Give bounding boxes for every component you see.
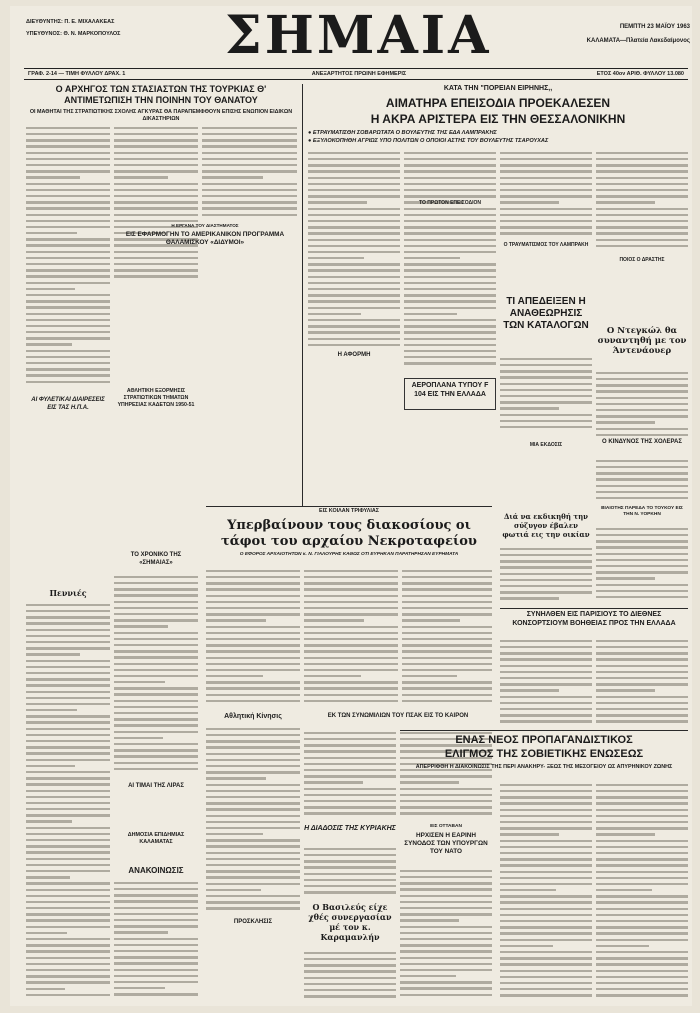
usa-program-headline: ΕΙΣ ΕΦΑΡΜΟΓΗΝ ΤΟ ΑΜΕΡΙΚΑΝΙΚΟΝ ΠΡΟΓΡΑΜΜΑ ΘΑΛΑΜΙΣΚΟΥ «ΔΙΔΥΜΟΙ» [125,231,285,246]
rule [206,506,492,507]
thessaloniki-headline-1: ΑΙΜΑΤΗΡΑ ΕΠΕΙΣΟΔΙΑ ΠΡΟΕΚΑΛΕΣΕΝ [385,96,611,110]
rule [500,608,688,609]
prices-headline: ΑΙ ΤΙΜΑΙ ΤΗΣ ΛΙΡΑΣ [128,783,184,789]
masthead-credits [26,16,206,40]
director-line: ΔΙΕΥΘΥΝΤΗΣ: Π. Ε. ΜΙΧΑΛΑΚΕΑΣ [26,19,115,25]
chronicle-headline: ΤΟ ΧΡΟΝΙΚΟ ΤΗΣ «ΣΗΜΑΙΑΣ» [130,552,182,566]
violence-title: ΒΙΑΙΟΤΗΣ ΠΑΡΕΔΑ ΤΟ ΤΟΥΚΟΥ ΕΙΣ ΤΗΝ Ν. ΥΟΡΚΗΝ [601,506,683,517]
usa-small: Η ΕΡΓΑΝΑ ΤΟΥ ΔΙΑΣΤΗΜΑΤΟΣ [171,223,239,228]
rule [400,730,688,731]
aforismi-title: Η ΑΦΟΡΜΗ [337,352,371,358]
soviet-headline-2: ΕΛΙΓΜΟΣ ΤΗΣ ΣΟΒΙΕΤΙΚΗΣ ΕΝΩΣΕΩΣ [444,748,644,760]
wounded-title: Ο ΤΡΑΥΜΑΤΙΣΜΟΣ ΤΟΥ ΛΑΜΠΡΑΚΗ [503,242,589,248]
nekrotafeio-headline: Υπερβαίνουν τους διακοσίους οι τάφοι του αρχαίου Νεκροταφείου [221,518,477,549]
dimosia-headline: ΔΗΜΟΣΙΑ ΕΠΙΔΗΜΙΑΣ ΚΑΛΑΜΑΤΑΣ [127,832,185,845]
thessaloniki-sub-2: ● ΕΞΥΛΟΚΟΠΗΘΗ ΑΓΡΙΩΣ ΥΠΟ ΠΟΛΙΤΩΝ Ο ΟΠΟΙΟΙ ΑΣΤΗΣ ΤΟΥ ΒΟΥΛΕΥΤΗΣ ΤΣΑΡΟΥΧΑΣ [308,138,549,144]
diadosis-headline: Η ΔΙΑΔΟΣΙΣ ΤΗΣ ΚΥΡΙΑΚΗΣ [304,825,396,832]
paris-headline: ΣΥΝΗΛΘΕΝ ΕΙΣ ΠΑΡΙΣΙΟΥΣ ΤΟ ΔΙΕΘΝΕΣ ΚΟΝΣΟΡΤΣΙΟΥΜ ΒΟΗΘΕΙΑΣ ΠΡΟΣ ΤΗΝ ΕΛΛΑΔΑ [512,611,676,627]
degaulle-headline: Ο Ντεγκώλ θα συναντηθή με τον Άντενάουερ [597,326,687,356]
athletics-headline: ΑΘΛΗΤΙΚΗ ΕΞΟΡΜΗΣΙΣ ΣΤΡΑΤΙΩΤΙΚΩΝ ΤΗΜΑΤΩΝ ΥΠΗΡΕΣΙΑΣ ΚΑΔΕΤΩΝ 1950-51 [117,388,195,408]
body-text [500,546,592,606]
body-text [404,150,496,370]
vasilefs-headline: Ο Βασιλεύς είχε χθές συνεργασίαν μέ τον κ. Καραμανλήν [308,902,392,942]
mia-ekdosi-title: ΜΙΑ ΕΚΔΟΣΙΣ [529,442,563,448]
strikes-title: ΑΙ ΦΥΛΕΤΙΚΑΙ ΔΙΑΙΡΕΣΕΙΣ ΕΙΣ ΤΑΣ Η.Π.Α. [31,397,105,411]
pennies-title: Πεννιές [49,588,87,598]
body-text [304,846,396,896]
newspaper-page [10,6,692,1006]
body-text [400,868,492,1002]
body-text [596,638,688,726]
body-text [308,150,400,350]
announcements-headline: ΑΝΑΚΟΙΝΩΣΙΣ [128,866,184,875]
body-text [500,150,592,240]
thessaloniki-headline-2: Η ΑΚΡΑ ΑΡΙΣΤΕΡΑ ΕΙΣ ΤΗΝ ΘΕΣΣΑΛΟΝΙΚΗΝ [370,112,626,126]
body-text [114,125,198,285]
body-text [596,150,688,255]
body-text [26,602,110,1002]
editor-line: ΥΠΕΥΘΥΝΟΣ: Θ. Ν. ΜΑΡΚΟΠΟΥΛΟΣ [26,31,121,37]
new-chief-title: ΠΟΙΟΣ Ο ΔΡΑΣΤΗΣ [619,257,665,263]
body-text [26,125,110,389]
soviet-sub: ΑΠΕΡΡΙΦΘΗ Η ΔΙΑΚΟΙΝΩΣΙΣ ΤΗΣ ΠΕΡΙ ΑΝΑΚΗΡΥ- ΞΕΩΣ ΤΗΣ ΜΕΣΟΓΕΙΟΥ ΩΣ ΑΠΥΡΗΝΙΚΟΥ ΖΩΝΗΣ [415,764,673,770]
body-text [304,950,396,1002]
body-text [114,880,198,1000]
body-text [596,370,688,440]
thessaloniki-kicker: ΚΑΤΑ ΤΗΝ "ΠΟΡΕΙΑΝ ΕΙΡΗΝΗΣ,, [443,85,553,92]
body-text [206,568,300,708]
fire-headline: Διά να εκδικηθή την σύζυγον έβαλεν φωτιά εις την οικίαν [502,512,590,539]
nato-small: ΕΙΣ ΟΤΤΑΒΑΝ [430,824,462,829]
body-text [114,574,198,774]
proto-epeisodio-title: ΤΟ ΠΡΩΤΟΝ ΕΠΕΙΣΟΔΙΟΝ [419,200,481,206]
body-text [596,526,688,606]
masthead-date-block [510,20,690,48]
newspaper-title: ΣΗΜΑΙΑ [225,5,492,66]
column-rule [302,84,303,506]
airplanes-headline: ΑΕΡΟΠΛΑΝΑ ΤΥΠΟΥ F 104 ΕΙΣ ΤΗΝ ΕΛΛΑΔΑ [411,382,489,398]
body-text [596,458,688,502]
cholera-title: Ο ΚΙΝΔΥΝΟΣ ΤΗΣ ΧΟΛΕΡΑΣ [602,439,682,445]
nato-headline: ΗΡΧΙΣΕΝ Η ΕΑΡΙΝΗ ΣΥΝΟΔΟΣ ΤΩΝ ΥΠΟΥΡΓΩΝ ΤΟΥ ΝΑΤΟ [404,832,488,855]
nekrotafeio-sub: Ο ΕΦΟΡΟΣ ΑΡΧΑΙΟΤΗΤΩΝ κ. Ν. ΓΙΑΛΟΥΡΗΣ ΚΑΘΩΣ ΟΤΙ ΕΥΡΗΚΑΝ ΠΑΡΑΤΗΡΗΣΑΝ ΕΥΡΗΜΑΤΑ [239,552,459,557]
turkey-headline: Ο ΑΡΧΗΓΟΣ ΤΩΝ ΣΤΑΣΙΑΣΤΩΝ ΤΗΣ ΤΟΥΡΚΙΑΣ Θ' ΑΝΤΙΜΕΤΩΠΙΣΗ ΤΗΝ ΠΟΙΝΗΝ ΤΟΥ ΘΑΝΑΤΟΥ [55,84,267,105]
issue-right: ΕΤΟΣ 40ον ΑΡΙΘ. ΦΥΛΛΟΥ 13.080 [596,71,684,77]
invitation-headline: ΠΡΟΣΚΛΗΣΙΣ [233,919,273,925]
body-text [500,638,592,726]
body-text [500,782,592,1002]
nekrotafeio-small: ΕΙΣ ΚΟΙΛΑΝ ΤΡΙΦΥΛΙΑΣ [318,508,380,514]
body-text [202,125,297,219]
masthead-bar [24,68,688,80]
city-line: ΚΑΛΑΜΑΤΑ—Πλατεία Λακεδαίμονος [586,38,690,44]
body-text [304,568,398,708]
issue-left: ΓΡΑΦ. 2-14 — ΤΙΜΗ ΦΥΛΛΟΥ ΔΡΑΧ. 1 [28,71,126,77]
body-text [500,356,592,436]
released-headline: ΤΙ ΑΠΕΔΕΙΞΕΝ Η ΑΝΑΘΕΩΡΗΣΙΣ ΤΩΝ ΚΑΤΑΛΟΓΩΝ [503,296,589,331]
airplanes-box [404,378,496,410]
body-text [304,730,396,820]
thessaloniki-sub-1: ● ΕΤΡΑΥΜΑΤΙΣΘΗ ΣΟΒΑΡΩΤΑΤΑ Ο ΒΟΥΛΕΥΤΗΣ ΤΗΣ ΕΔΑ ΛΑΜΠΡΑΚΗΣ [308,130,497,136]
soviet-headline-1: ΕΝΑΣ ΝΕΟΣ ΠΡΟΠΑΓΑΝΔΙΣΤΙΚΟΣ [455,734,633,746]
body-text [402,568,492,708]
turkey-subheadline: ΟΙ ΜΑΘΗΤΑΙ ΤΗΣ ΣΤΡΑΤΙΩΤΙΚΗΣ ΣΧΟΛΗΣ ΑΓΚΥΡΑΣ ΘΑ ΠΑΡΑΠΕΜΦΘΟΥΝ ΕΠΙΣΗΣ ΕΝΩΠΙΟΝ ΕΙΔΙΚΩΝ ΔΙΚΑΣΤΗΡΙΩΝ [29,109,293,122]
subtitle: ΑΝΕΞΑΡΤΗΤΟΣ ΠΡΩΙΝΗ ΕΦΗΜΕΡΙΣ [311,71,407,77]
athletic-kinisi-headline: Αθλητική Κίνησις [224,713,282,720]
issue-date: ΠΕΜΠΤΗ 23 ΜΑΪΟΥ 1963 [619,24,690,30]
body-text [206,726,300,916]
body-text [596,782,688,1002]
psak-headline: ΕΚ ΤΩΝ ΣΥΝΩΜΙΛΙΩΝ ΤΟΥ ΠΣΑΚ ΕΙΣ ΤΟ ΚΑΙΡΟΝ [327,713,469,719]
